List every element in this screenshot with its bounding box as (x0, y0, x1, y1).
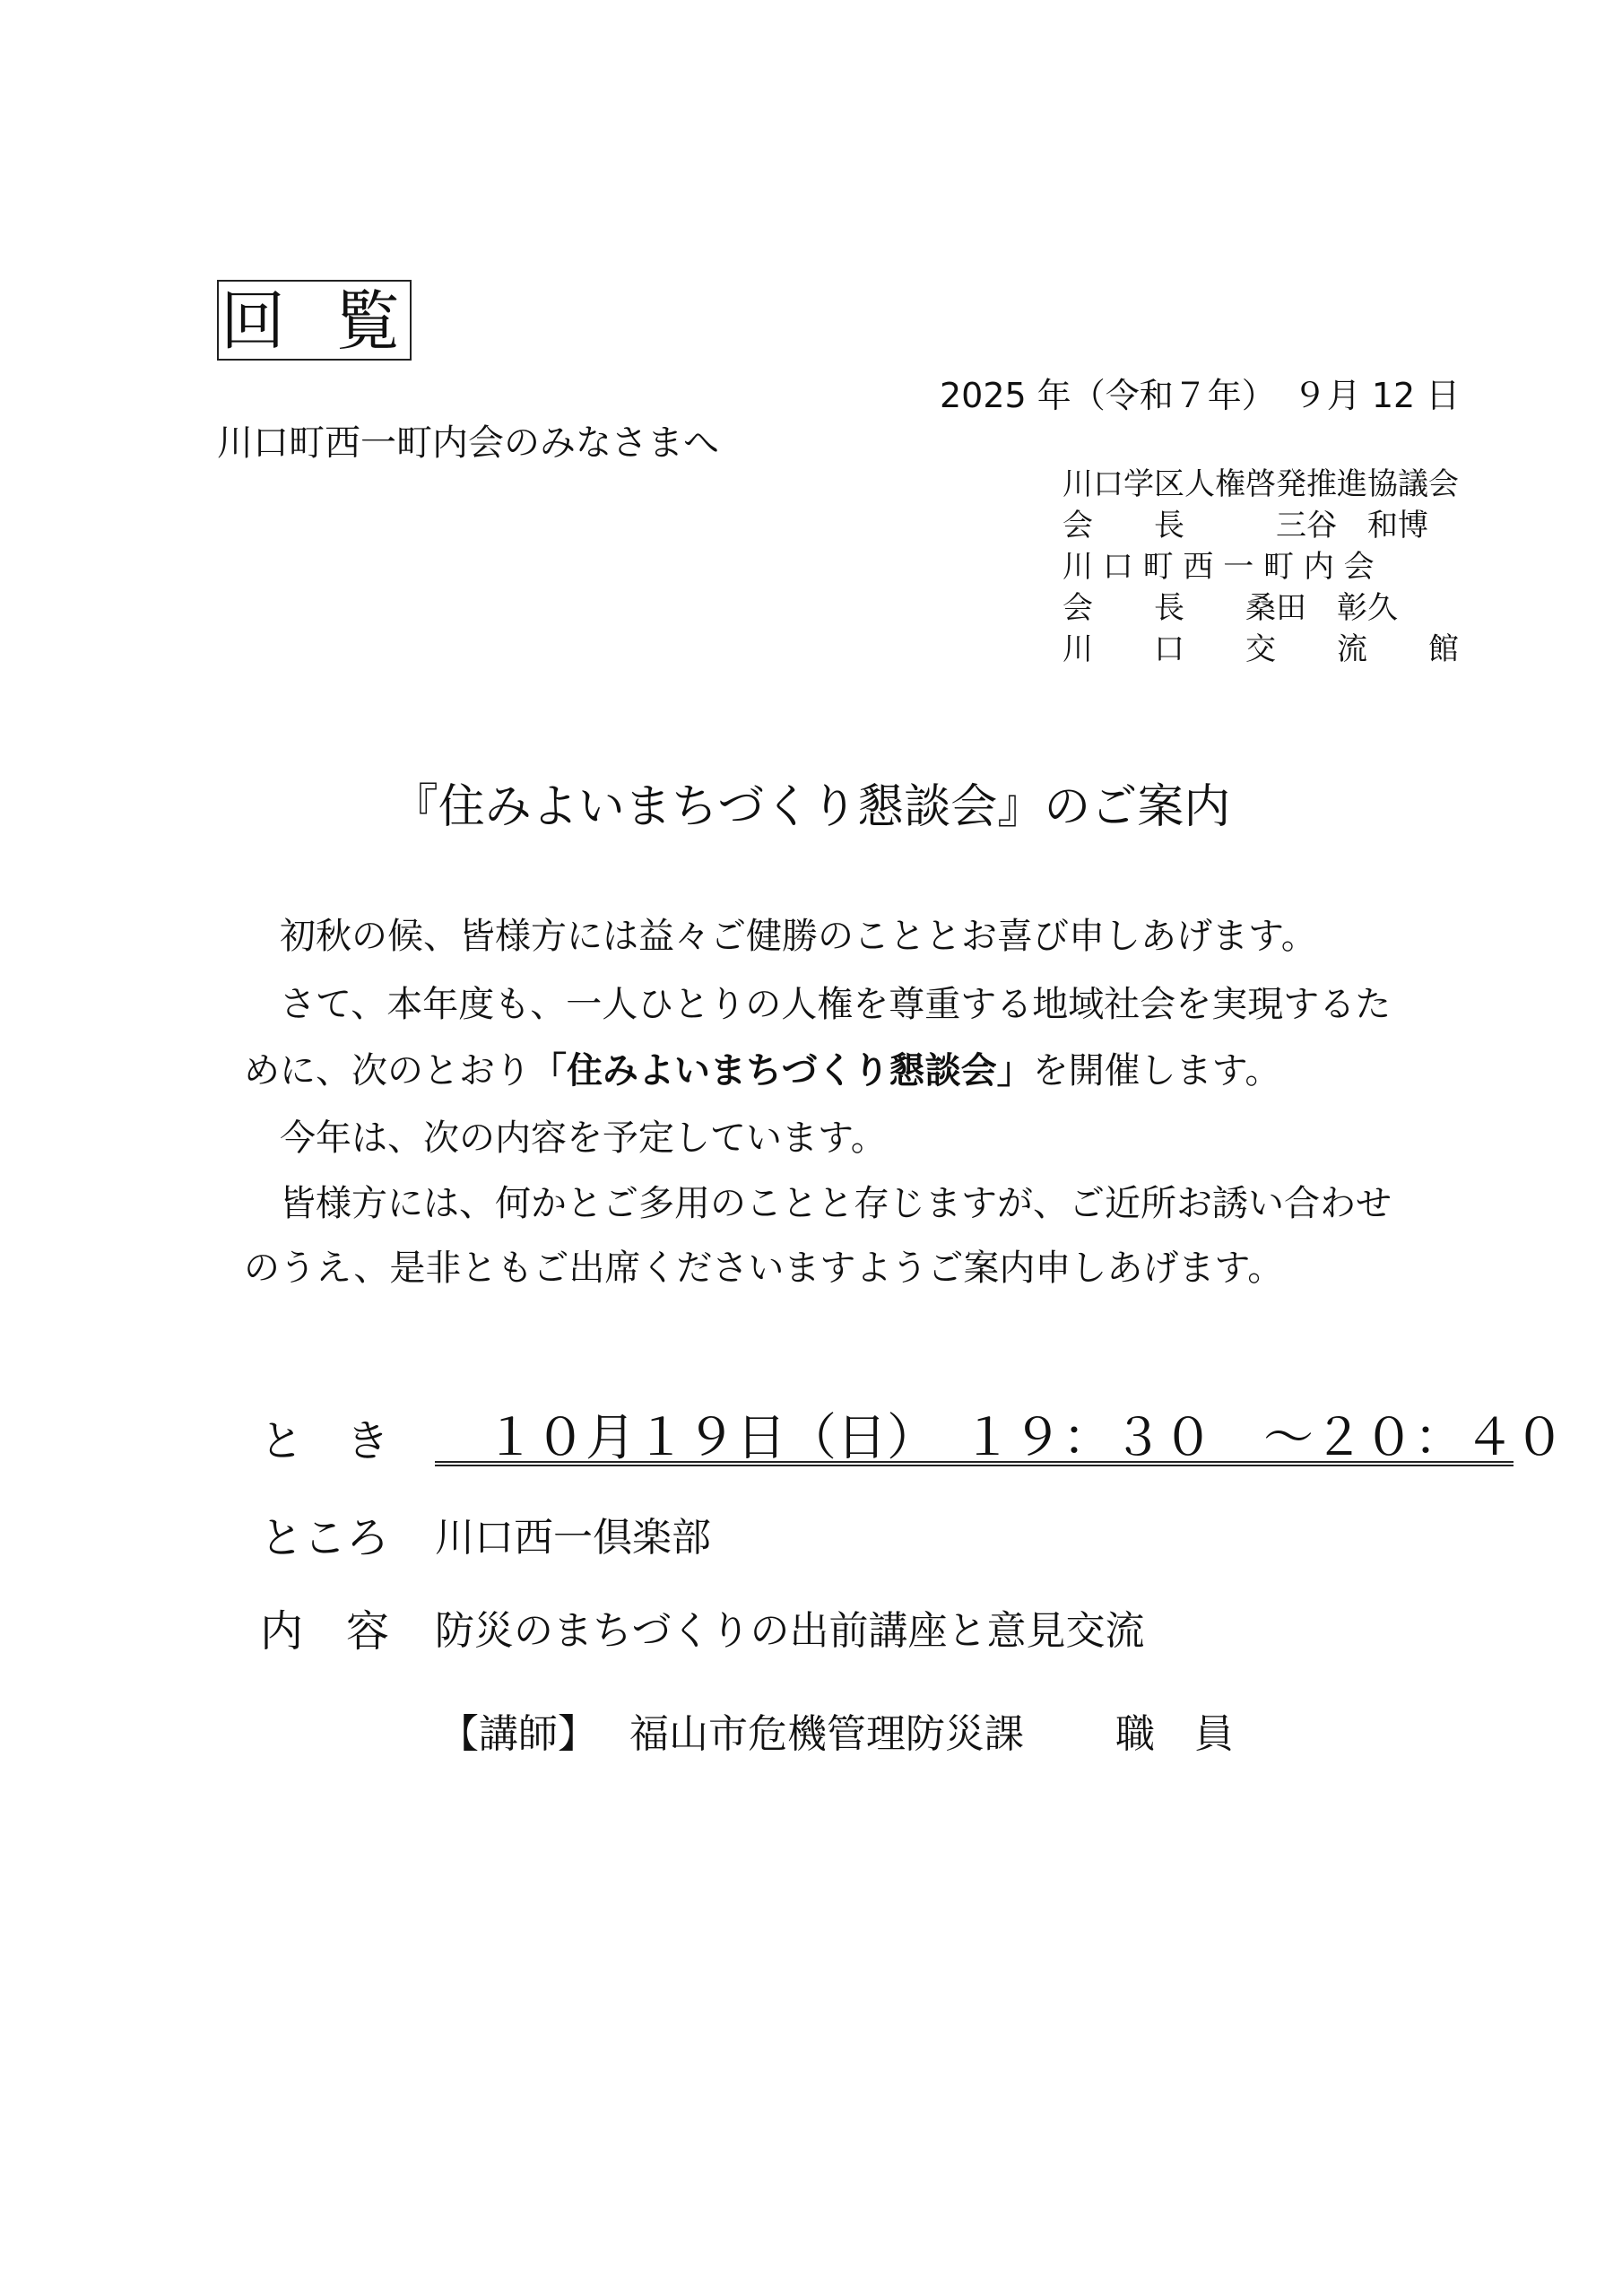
where-label: ところ (260, 1513, 390, 1563)
kairan-label: 回覧 (221, 283, 451, 359)
content-label: 内 容 (260, 1606, 390, 1657)
body-paragraph: 初秋の候、皆様方には益々ご健勝のこととお喜び申しあげます。 (280, 916, 1317, 957)
sender-line: 川 口 交 流 館 (1063, 631, 1459, 667)
when-underline (435, 1461, 1514, 1466)
event-name-emphasis: 「住みよいまちづくり懇談会」 (531, 1050, 1033, 1091)
issue-date: 2025 年（令和７年） ９月 12 日 (940, 376, 1461, 415)
sender-line: 会 長 三谷 和博 (1063, 508, 1428, 544)
body-paragraph: 皆様方には、何かとご多用のことと存じますが、ご近所お誘い合わせ (280, 1183, 1392, 1224)
sender-line: 川 口 町 西 一 町 内 会 (1063, 549, 1375, 585)
when-label: と き (260, 1416, 390, 1466)
body-text: を開催します。 (1032, 1050, 1281, 1091)
sender-line: 会 長 桑田 彰久 (1063, 590, 1398, 626)
where-value: 川口西一倶楽部 (435, 1515, 711, 1561)
lecturer-line: 【講師】 福山市危機管理防災課 職 員 (439, 1711, 1234, 1757)
sender-line: 川口学区人権啓発推進協議会 (1063, 466, 1459, 502)
content-value: 防災のまちづくりの出前講座と意見交流 (435, 1608, 1145, 1654)
body-text: めに、次のとおり (244, 1050, 531, 1091)
body-paragraph: のうえ、是非ともご出席くださいますようご案内申しあげます。 (244, 1248, 1284, 1289)
when-value: １０月１９日（日） １９：３０ ～２０：４０ (435, 1409, 1565, 1467)
body-paragraph (244, 1049, 1280, 1092)
body-paragraph: 今年は、次の内容を予定しています。 (280, 1118, 887, 1159)
recipient: 川口町西一町内会のみなさまへ (217, 422, 719, 464)
body-paragraph: さて、本年度も、一人ひとりの人権を尊重する地域社会を実現するた (280, 984, 1392, 1025)
document-title: 『住みよいまちづくり懇談会』のご案内 (391, 780, 1231, 834)
